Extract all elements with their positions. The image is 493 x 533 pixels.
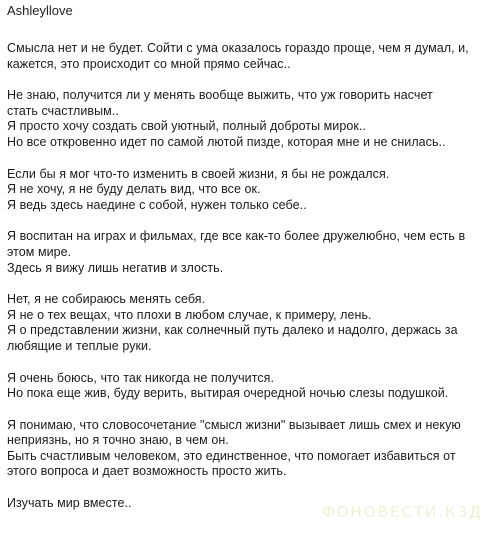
post-body	[7, 0, 487, 528]
text-line: Но пока еще жив, буду верить, вытирая очередной ночью слезы подушкой.	[7, 386, 449, 401]
text-line: любящие и теплые руки.	[7, 338, 152, 353]
post-author[interactable]: Ashleyllove	[7, 3, 73, 18]
text-line: этом мире.	[7, 244, 72, 259]
text-line: Я не хочу, я не буду делать вид, что все ок.	[7, 182, 261, 197]
text-line: этого вопроса и дает возможность просто жить.	[7, 464, 287, 479]
text-line: Я воспитан на играх и фильмах, где все как-то более дружелюбно, чем есть в	[7, 229, 466, 244]
text-line: Изучать мир вместе..	[7, 496, 132, 511]
text-line: Я очень боюсь, что так никогда не получится.	[7, 370, 274, 385]
paragraph-3	[7, 167, 487, 214]
paragraph-7	[7, 418, 487, 480]
text-line: Но все откровенно идет по самой лютой пизде, которая мне и не снилась..	[7, 134, 446, 149]
text-line: неприязнь, но я точно знаю, в чем он.	[7, 433, 229, 448]
text-line: Я не о тех вещах, что плохи в любом случае, к примеру, лень.	[7, 307, 372, 322]
text-line: Я о представлении жизни, как солнечный путь далеко и надолго, держась за	[7, 323, 458, 338]
text-line: Я понимаю, что словосочетание "смысл жизни" вызывает лишь смех и некую	[7, 417, 461, 432]
text-line: Нет, я не собираюсь менять себя.	[7, 292, 206, 307]
text-line: стать счастливым..	[7, 103, 119, 118]
text-line: Смысла нет и не будет. Сойти с ума оказалось гораздо проще, чем я думал, и,	[7, 41, 469, 55]
watermark: ФОНОВЕСТИ.КЗД	[321, 503, 483, 521]
text-line: Быть счастливым человеком, это единственное, что помогает избавиться от	[7, 448, 456, 463]
paragraph-2	[7, 88, 487, 150]
text-line: Если бы я мог что-то изменить в своей жизни, я бы не рождался.	[7, 166, 390, 181]
text-line: Я ведь здесь наедине с собой, нужен только себе..	[7, 197, 307, 212]
paragraph-1	[7, 41, 487, 72]
paragraph-4	[7, 229, 487, 276]
text-line: Я просто хочу создать свой уютный, полный доброты мирок..	[7, 119, 366, 134]
paragraph-5	[7, 292, 487, 354]
text-line: Здесь я вижу лишь негатив и злость.	[7, 260, 224, 275]
paragraph-6	[7, 371, 487, 402]
text-line: Не знаю, получится ли у менять вообще выжить, что уж говорить насчет	[7, 88, 433, 103]
text-line: кажется, это происходит со мной прямо сейчас..	[7, 56, 291, 71]
